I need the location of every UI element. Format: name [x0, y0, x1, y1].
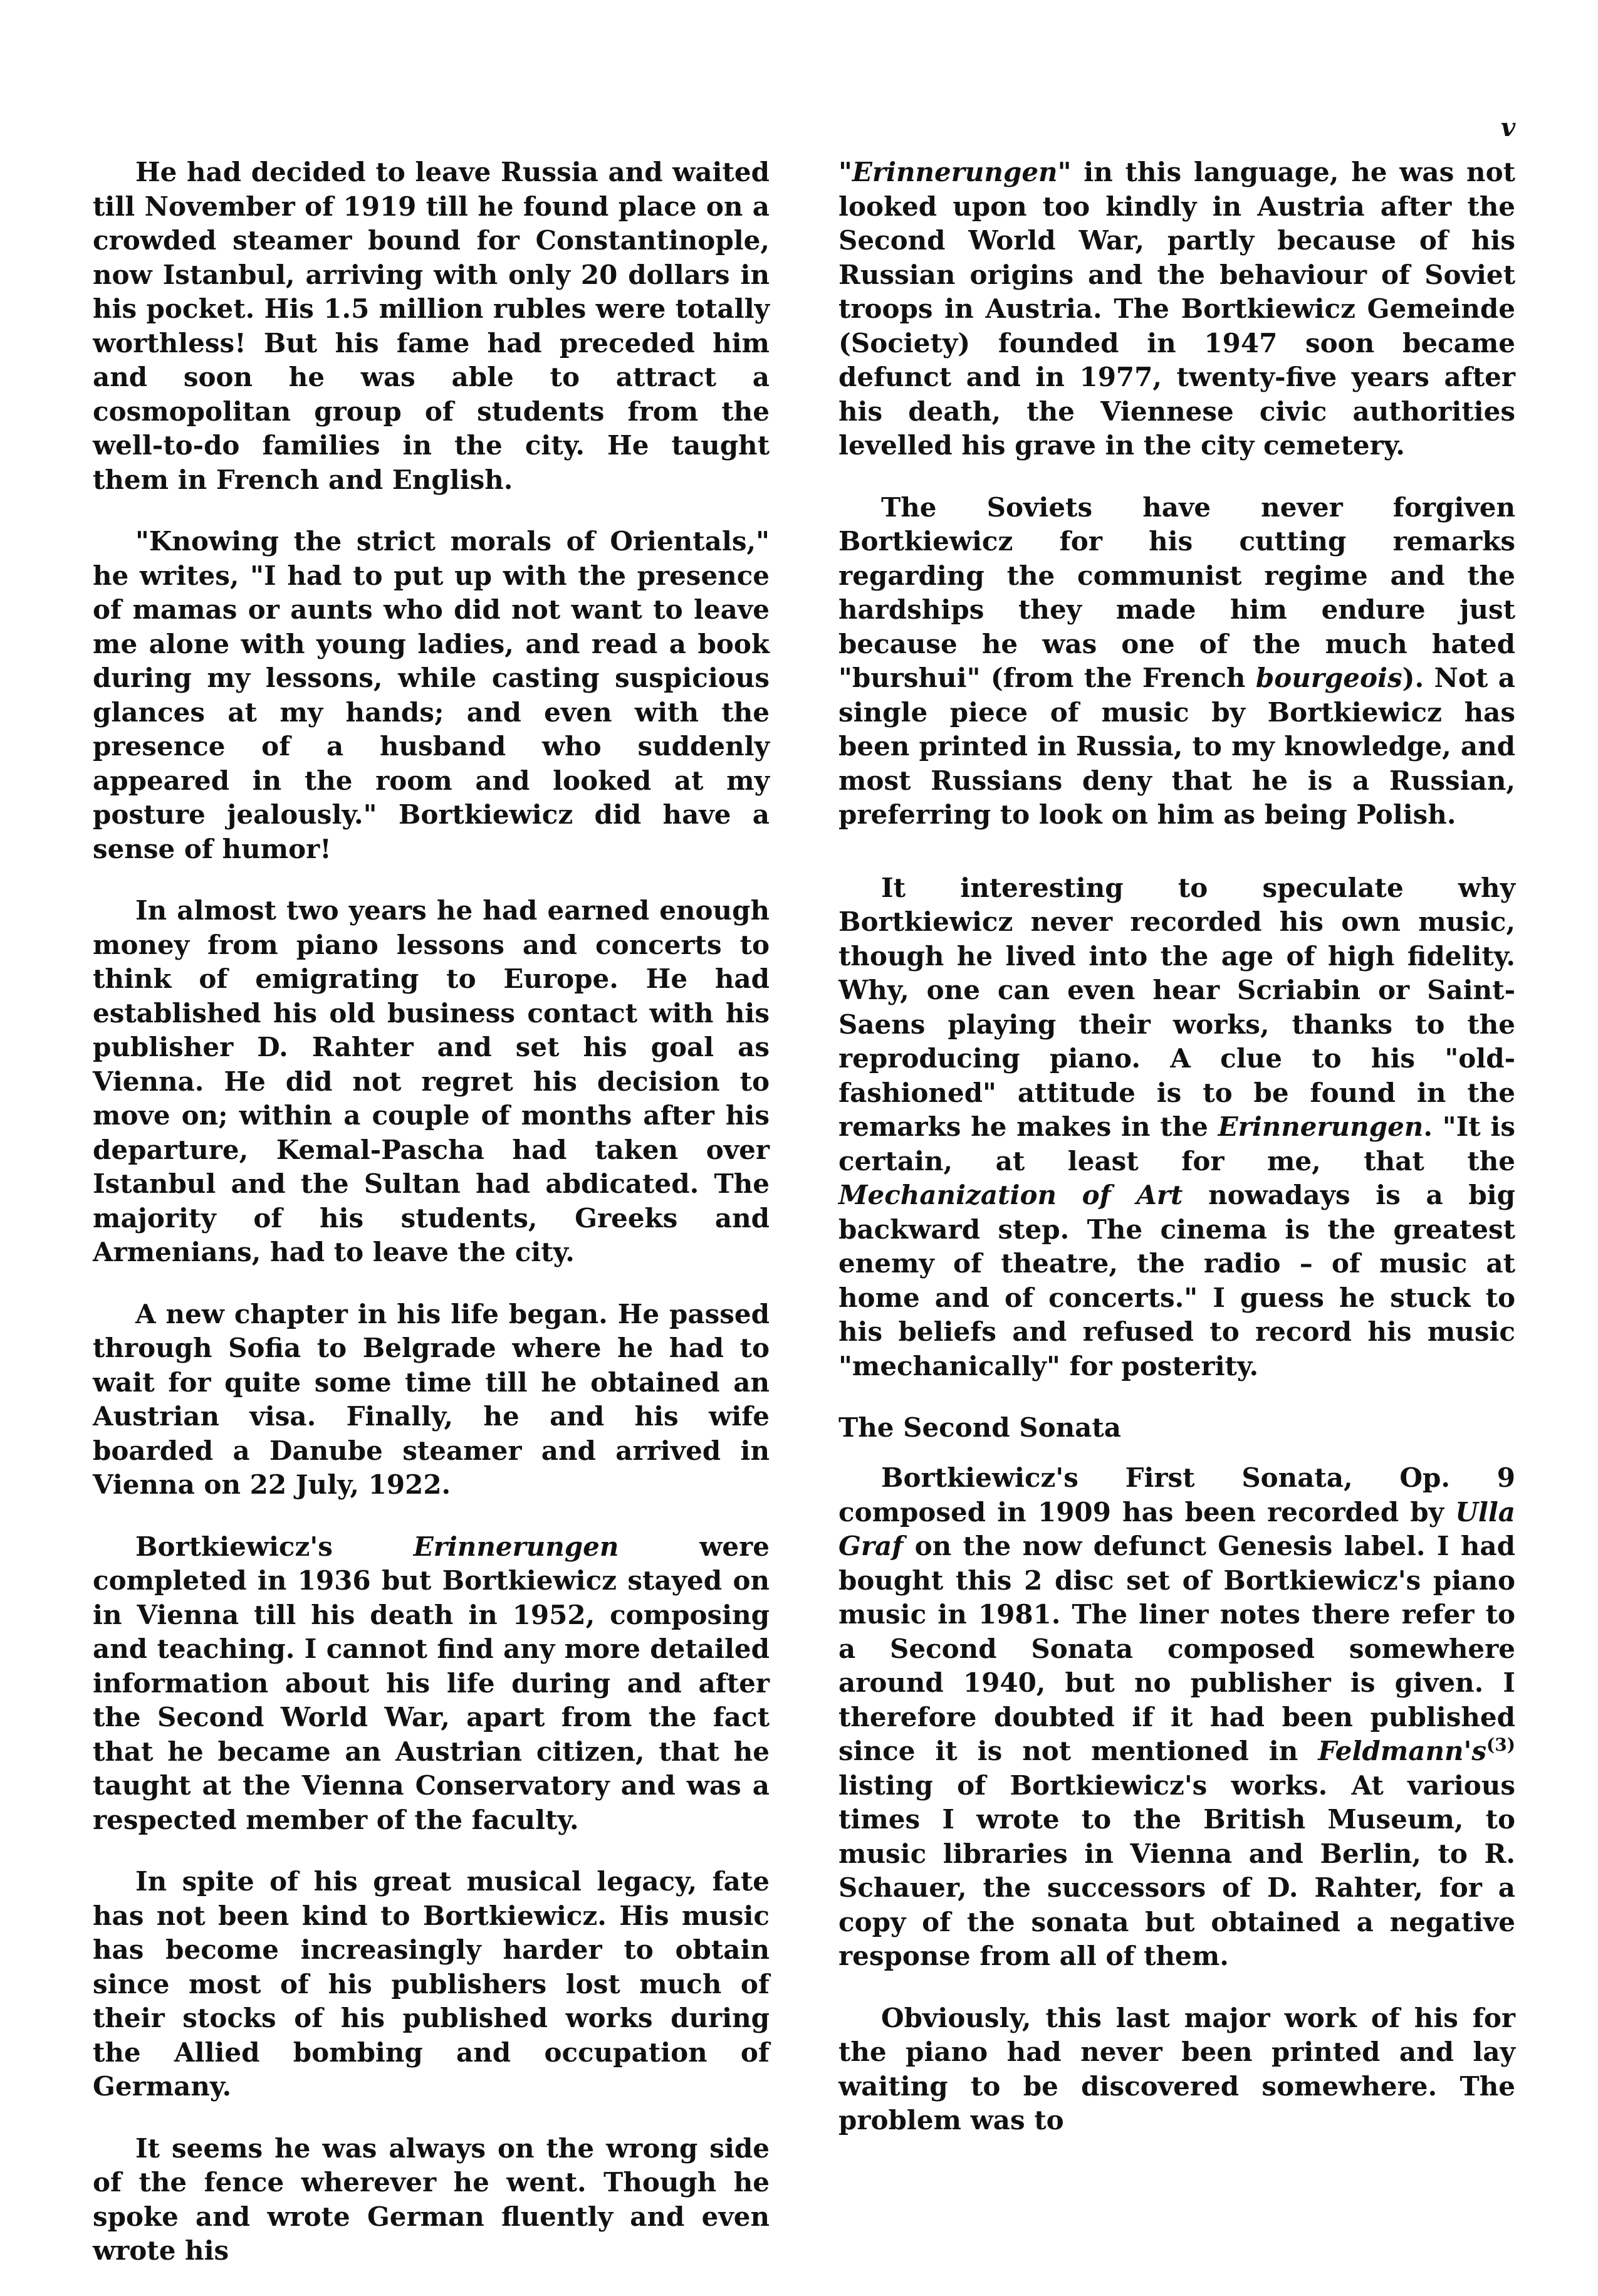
book-title-erinnerungen: Erinnerungen: [413, 1531, 619, 1562]
paragraph-soviets: [838, 491, 1515, 832]
paragraph-musical-legacy: In spite of his great musical legacy, fate has not been kind to Bortkiewicz. His music has become increasingly harder to obtain since most of his publishers lost much of their stocks of his published works during the Allied bombing and occupation of Germany.: [93, 1866, 770, 2102]
paragraph-never-recorded: [838, 871, 1515, 1384]
text-run: Bortkiewicz's First Sonata, Op. 9 composed in 1909 has been recorded by: [838, 1462, 1515, 1528]
italic-word-bourgeois: bourgeois: [1255, 663, 1402, 693]
paragraph-last-major-work: Obviously, this last major work of his for the piano had never been printed and lay waiting to be discovered somewhere. The problem was to: [838, 2002, 1515, 2136]
book-title-erinnerungen: Erinnerungen: [1218, 1111, 1424, 1142]
paragraph-austria-reception: [838, 155, 1515, 463]
italic-name-ulla-graf: Ulla Graf: [838, 1496, 1515, 1561]
paragraph-emigrating: In almost two years he had earned enough money from piano lessons and concerts to think of emigrating to Europe. He had established his old business contact with his publisher D. Rahter and set his goal as Vienna. He did not regret his decision to move on; within a couple of months after his departure, Kemal-Pascha had taken over Istanbul and the Sultan had abdicated. The majority of his students, Greeks and Armenians, had to leave the city.: [93, 895, 770, 1267]
text-run: The Soviets have never forgiven Bortkiewicz for his cutting remarks regarding the communist regime and the hardships they made him endure just because he was one of the much hated "burshui" (from the French: [838, 491, 1515, 693]
page-number: v: [1501, 113, 1516, 142]
footnote-reference: (3): [1486, 1734, 1515, 1755]
paragraph-new-chapter: A new chapter in his life began. He passed through Sofia to Belgrade where he had to wait for quite some time till he obtained an Austrian visa. Finally, he and his wife boarded a Danube steamer and arrived in Vienna on 22 July, 1922.: [93, 1298, 770, 1500]
italic-phrase-mechanization: Mechanization of Art: [838, 1180, 1183, 1210]
left-column: [93, 155, 770, 2296]
paragraph-orientals-quote: "Knowing the strict morals of Orientals," he writes, "I had to put up with the presence of mamas or aunts who did not want to leave me alone with young ladies, and read a book during my lessons, while casting suspicious glances at my hands; and even with the presence of a husband who suddenly appeared in the room and looked at my posture jealously." Bortkiewicz did have a sense of humor!: [93, 526, 770, 864]
text-run: It interesting to speculate why Bortkiewicz never recorded his own music, though he lived into the age of high fidelity. Why, one can even hear Scriabin or Saint-Saens playing their works, thanks to the reproducing piano. A clue to his "old-fashioned" attitude is to be found in the remarks he makes in the: [838, 872, 1515, 1142]
paragraph-wrong-side: It seems he was always on the wrong side of the fence wherever he went. Though he spoke and wrote German fluently and even wrote his: [93, 2132, 770, 2266]
text-run: . "It is certain, at least for me, that the: [838, 1111, 1515, 1177]
section-heading: The Second Sonata: [838, 1412, 1122, 1443]
text-run: were completed in 1936 but Bortkiewicz stayed on in Vienna till his death in 1952, composing and teaching. I cannot find any more detailed information about his life during and after the Second World War, apart from the fact that he became an Austrian citizen, that he taught at the Vienna Conservatory and was a respected member of the faculty.: [93, 1531, 770, 1835]
text-run: listing of Bortkiewicz's works. At various times I wrote to the British Museum, to music libraries in Vienna and Berlin, to R. Schauer, the successors of D. Rahter, for a copy of the sonata but obtained a negative response from all of them.: [838, 1769, 1515, 1971]
text-run: Bortkiewicz's: [135, 1531, 414, 1562]
text-run: ). Not a single piece of music by Bortkiewicz has been printed in Russia, to my knowledge, and most Russians deny that he is a Russian, preferring to look on him as being Polish.: [838, 663, 1515, 830]
text-run: in this language, he was not looked upon too kindly in Austria after the Second World War, partly because of his Russian origins and the behaviour of Soviet troops in Austria. The Bortkiewicz Gemeinde (Society) founded in 1947 soon became defunct and in 1977, twenty-five years after his death, the Viennese civic authorities levelled his grave in the city cemetery.: [838, 157, 1515, 461]
italic-name-feldmann: Feldmann's: [1318, 1736, 1487, 1766]
paragraph-first-sonata: [838, 1461, 1515, 1974]
text-run: on the now defunct Genesis label. I had bought this 2 disc set of Bortkiewicz's piano music in 1981. The liner notes there refer to a Second Sonata composed somewhere around 1940, but no publisher is given. I therefore doubted if it had been published since it is not mentioned in: [838, 1531, 1515, 1766]
paragraph-leaving-russia: He had decided to leave Russia and waited till November of 1919 till he found place on a crowded steamer bound for Constantinople, now Istanbul, arriving with only 20 dollars in his pocket. His 1.5 million rubles were totally worthless! But his fame had preceded him and soon he was able to attract a cosmopolitan group of students from the well-to-do families in the city. He taught them in French and English.: [93, 157, 770, 495]
paragraph-erinnerungen-completed: [93, 1530, 770, 1838]
book-title-erinnerungen: "Erinnerungen": [838, 157, 1072, 187]
text-run: nowadays is a big backward step. The cinema is the greatest enemy of theatre, the radio – of music at home and of concerts." I guess he stuck to his beliefs and refused to record his music "mechanically" for posterity.: [838, 1180, 1516, 1381]
right-column: [838, 155, 1515, 2166]
